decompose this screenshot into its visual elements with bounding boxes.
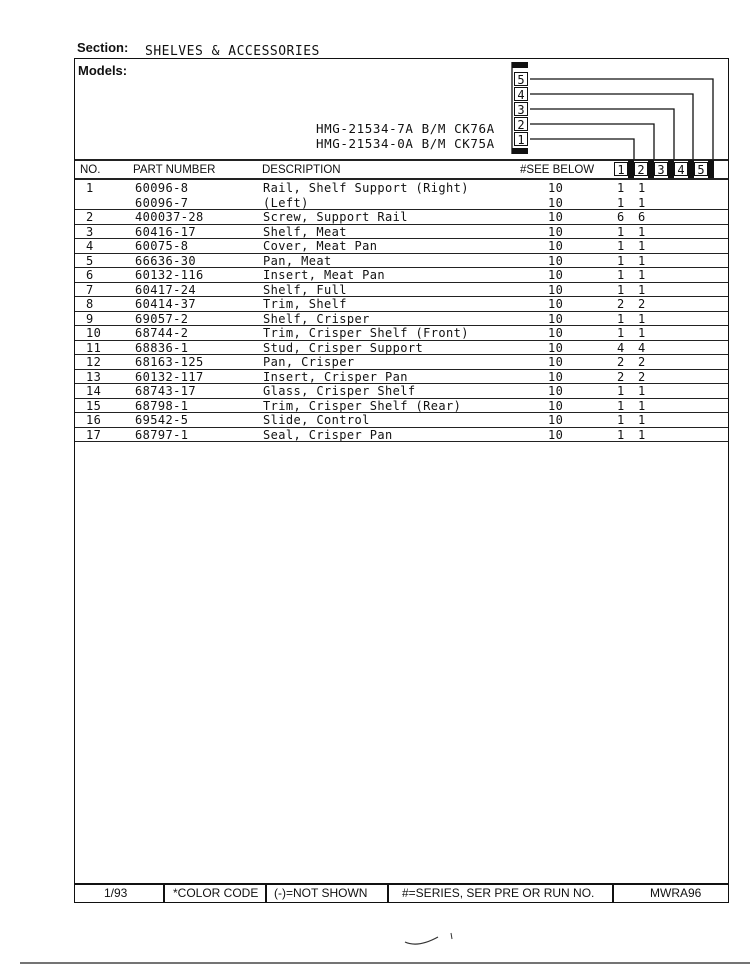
row-see-below: 10 [548, 195, 564, 210]
row-qty-model-2: 1 [638, 413, 646, 427]
row-description: Insert, Crisper Pan [263, 369, 408, 384]
row-part-number: 68163-125 [135, 355, 204, 369]
model-tag-2: 2 [514, 117, 528, 131]
row-qty-model-2: 1 [638, 311, 646, 326]
row-qty-model-2: 1 [638, 181, 646, 195]
col-header-no: NO. [80, 164, 101, 176]
row-see-below: 10 [548, 268, 564, 282]
row-qty-model-2: 1 [638, 253, 646, 268]
row-description: Insert, Meat Pan [263, 268, 385, 282]
row-part-number: 400037-28 [135, 210, 204, 224]
row-part-number: 60096-8 [135, 181, 189, 195]
model-line-2: HMG-21534-7A B/M CK76A [316, 121, 495, 136]
row-description: Seal, Crisper Pan [263, 427, 393, 442]
row-qty-model-1: 1 [617, 268, 625, 282]
row-no: 7 [86, 282, 94, 297]
row-description: Pan, Meat [263, 253, 332, 268]
row-qty-model-2: 2 [638, 369, 646, 384]
row-no: 9 [86, 311, 94, 326]
model-col-4: 4 [674, 162, 688, 176]
row-see-below: 10 [548, 398, 564, 413]
row-qty-model-2: 2 [638, 297, 646, 311]
col-header-see-below: #SEE BELOW [520, 164, 595, 176]
row-qty-model-2: 1 [638, 224, 646, 239]
row-see-below: 10 [548, 253, 564, 268]
row-part-number: 68743-17 [135, 384, 196, 398]
model-line-1: HMG-21534-0A B/M CK75A [316, 136, 495, 151]
row-see-below: 10 [548, 384, 564, 398]
row-description: Shelf, Full [263, 282, 347, 297]
model-col-5: 5 [694, 162, 708, 176]
row-no: 4 [86, 239, 94, 253]
row-description: Shelf, Meat [263, 224, 347, 239]
row-qty-model-1: 2 [617, 369, 625, 384]
col-header-description: DESCRIPTION [262, 164, 341, 176]
row-part-number: 69057-2 [135, 311, 189, 326]
footer-not-shown: (-)=NOT SHOWN [274, 886, 368, 900]
row-qty-model-1: 2 [617, 297, 625, 311]
row-qty-model-1: 1 [617, 239, 625, 253]
row-see-below: 10 [548, 340, 564, 355]
row-see-below: 10 [548, 413, 564, 427]
model-tag-5: 5 [514, 72, 528, 86]
row-part-number: 68797-1 [135, 427, 189, 442]
model-col-2: 2 [634, 162, 648, 176]
row-part-number: 60132-117 [135, 369, 204, 384]
row-no: 11 [86, 340, 102, 355]
row-description: Slide, Control [263, 413, 370, 427]
row-qty-model-2: 1 [638, 398, 646, 413]
model-col-1: 1 [614, 162, 628, 176]
footer-color-code: *COLOR CODE [173, 886, 259, 900]
row-qty-model-2: 1 [638, 195, 646, 210]
row-no: 8 [86, 297, 94, 311]
row-description: Glass, Crisper Shelf [263, 384, 416, 398]
row-no: 15 [86, 398, 102, 413]
row-see-below: 10 [548, 297, 564, 311]
row-no: 6 [86, 268, 94, 282]
row-qty-model-2: 4 [638, 340, 646, 355]
row-qty-model-1: 1 [617, 253, 625, 268]
row-no: 16 [86, 413, 102, 427]
footer-code: MWRA96 [650, 886, 702, 900]
row-qty-model-2: 1 [638, 427, 646, 442]
row-qty-model-2: 6 [638, 210, 646, 224]
row-qty-model-2: 1 [638, 384, 646, 398]
row-see-below: 10 [548, 239, 564, 253]
row-qty-model-2: 1 [638, 268, 646, 282]
handwritten-tick [451, 933, 452, 939]
row-no: 13 [86, 369, 102, 384]
row-qty-model-1: 1 [617, 413, 625, 427]
row-no: 1 [86, 181, 94, 195]
handwritten-mark [405, 937, 438, 944]
section-label: Section: [77, 40, 129, 55]
row-part-number: 60417-24 [135, 282, 196, 297]
row-part-number: 60414-37 [135, 297, 196, 311]
row-part-number: 60075-8 [135, 239, 189, 253]
row-description: (Left) [263, 195, 309, 210]
row-no: 12 [86, 355, 102, 369]
row-qty-model-1: 1 [617, 384, 625, 398]
row-qty-model-2: 1 [638, 239, 646, 253]
row-see-below: 10 [548, 210, 564, 224]
row-description: Trim, Crisper Shelf (Front) [263, 326, 469, 340]
row-description: Pan, Crisper [263, 355, 355, 369]
model-col-3: 3 [654, 162, 668, 176]
row-part-number: 66636-30 [135, 253, 196, 268]
row-no: 14 [86, 384, 102, 398]
row-part-number: 68744-2 [135, 326, 189, 340]
row-qty-model-1: 1 [617, 398, 625, 413]
model-tag-1: 1 [514, 132, 528, 146]
footer-series-note: #=SERIES, SER PRE OR RUN NO. [402, 886, 595, 900]
row-part-number: 60132-116 [135, 268, 204, 282]
row-description: Trim, Crisper Shelf (Rear) [263, 398, 462, 413]
row-qty-model-1: 1 [617, 311, 625, 326]
row-no: 3 [86, 224, 94, 239]
row-qty-model-1: 1 [617, 224, 625, 239]
row-see-below: 10 [548, 311, 564, 326]
row-qty-model-1: 1 [617, 427, 625, 442]
row-part-number: 68836-1 [135, 340, 189, 355]
footer-date: 1/93 [104, 886, 128, 900]
model-tag-4: 4 [514, 87, 528, 101]
row-no: 17 [86, 427, 102, 442]
row-no: 2 [86, 210, 94, 224]
row-description: Shelf, Crisper [263, 311, 370, 326]
row-no: 10 [86, 326, 102, 340]
row-description: Trim, Shelf [263, 297, 347, 311]
row-see-below: 10 [548, 369, 564, 384]
row-see-below: 10 [548, 282, 564, 297]
row-see-below: 10 [548, 181, 564, 195]
row-see-below: 10 [548, 355, 564, 369]
row-qty-model-2: 2 [638, 355, 646, 369]
row-qty-model-1: 1 [617, 326, 625, 340]
row-part-number: 68798-1 [135, 398, 189, 413]
row-description: Screw, Support Rail [263, 210, 408, 224]
row-qty-model-1: 1 [617, 282, 625, 297]
row-qty-model-1: 6 [617, 210, 625, 224]
row-see-below: 10 [548, 224, 564, 239]
row-qty-model-1: 4 [617, 340, 625, 355]
row-qty-model-1: 1 [617, 181, 625, 195]
model-tag-3: 3 [514, 102, 528, 116]
row-qty-model-1: 1 [617, 195, 625, 210]
row-part-number: 60096-7 [135, 195, 189, 210]
row-qty-model-2: 1 [638, 282, 646, 297]
row-qty-model-1: 2 [617, 355, 625, 369]
row-no: 5 [86, 253, 94, 268]
row-description: Cover, Meat Pan [263, 239, 378, 253]
section-value: SHELVES & ACCESSORIES [145, 44, 320, 59]
models-label: Models: [78, 63, 128, 78]
row-qty-model-2: 1 [638, 326, 646, 340]
row-see-below: 10 [548, 427, 564, 442]
row-part-number: 69542-5 [135, 413, 189, 427]
row-description: Stud, Crisper Support [263, 340, 424, 355]
col-header-part-number: PART NUMBER [133, 164, 216, 176]
row-see-below: 10 [548, 326, 564, 340]
row-part-number: 60416-17 [135, 224, 196, 239]
row-description: Rail, Shelf Support (Right) [263, 181, 469, 195]
